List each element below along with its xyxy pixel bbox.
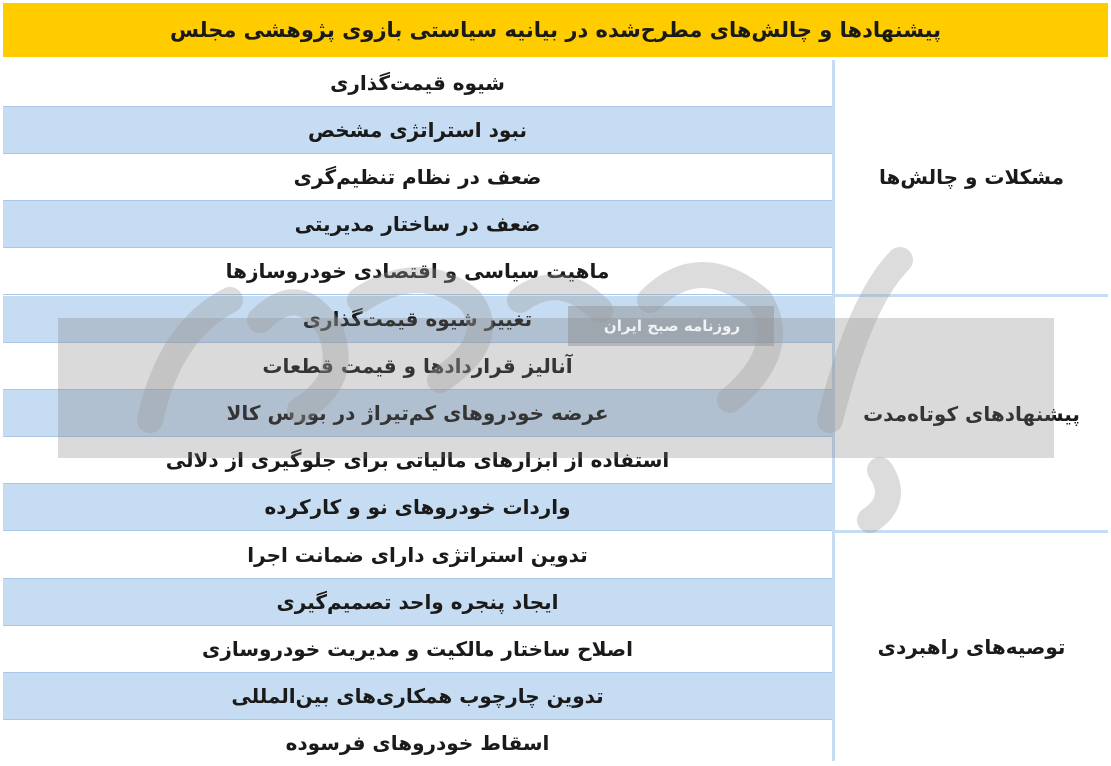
table-row: ضعف در نظام تنظیم‌گری	[3, 154, 832, 200]
row-divider	[3, 530, 832, 531]
row-divider	[3, 672, 832, 673]
row-divider	[3, 153, 832, 154]
table-row: استفاده از ابزارهای مالیاتی برای جلوگیری از دلالی	[3, 437, 832, 483]
table-row: آنالیز قراردادها و قیمت قطعات	[3, 343, 832, 389]
group-label: مشکلات و چالش‌ها	[835, 60, 1108, 294]
table-row: شیوه قیمت‌گذاری	[3, 60, 832, 106]
row-divider	[3, 389, 832, 390]
row-divider	[3, 436, 832, 437]
table-row: اصلاح ساختار مالکیت و مدیریت خودروسازی	[3, 626, 832, 672]
row-divider	[3, 200, 832, 201]
table-row: واردات خودروهای نو و کارکرده	[3, 484, 832, 530]
row-divider	[3, 342, 832, 343]
row-divider	[3, 578, 832, 579]
table-title: پیشنهادها و چالش‌های مطرح‌شده در بیانیه سیاستی بازوی پژوهشی مجلس	[3, 3, 1108, 57]
group-label: توصیه‌های راهبردی	[835, 533, 1108, 761]
table-row: نبود استراتژی مشخص	[3, 107, 832, 153]
table-row: تدوین چارچوب همکاری‌های بین‌المللی	[3, 673, 832, 719]
group-label: پیشنهادهای کوتاه‌مدت	[835, 297, 1108, 530]
data-table	[3, 60, 1108, 761]
row-divider	[3, 625, 832, 626]
watermark-label: روزنامه صبح ایران	[603, 317, 741, 335]
table-row: تغییر شیوه قیمت‌گذاری	[3, 296, 832, 342]
row-divider	[3, 483, 832, 484]
infographic-frame	[3, 3, 1108, 761]
table-row: عرضه خودروهای کم‌تیراژ در بورس کالا	[3, 390, 832, 436]
row-divider	[3, 294, 832, 295]
table-row: تدوین استراتژی دارای ضمانت اجرا	[3, 532, 832, 578]
table-row: ماهیت سیاسی و اقتصادی خودروسازها	[3, 248, 832, 294]
row-divider	[3, 719, 832, 720]
table-row: اسقاط خودروهای فرسوده	[3, 720, 832, 766]
table-row: ایجاد پنجره واحد تصمیم‌گیری	[3, 579, 832, 625]
row-divider	[3, 247, 832, 248]
row-divider	[3, 106, 832, 107]
table-row: ضعف در ساختار مدیریتی	[3, 201, 832, 247]
